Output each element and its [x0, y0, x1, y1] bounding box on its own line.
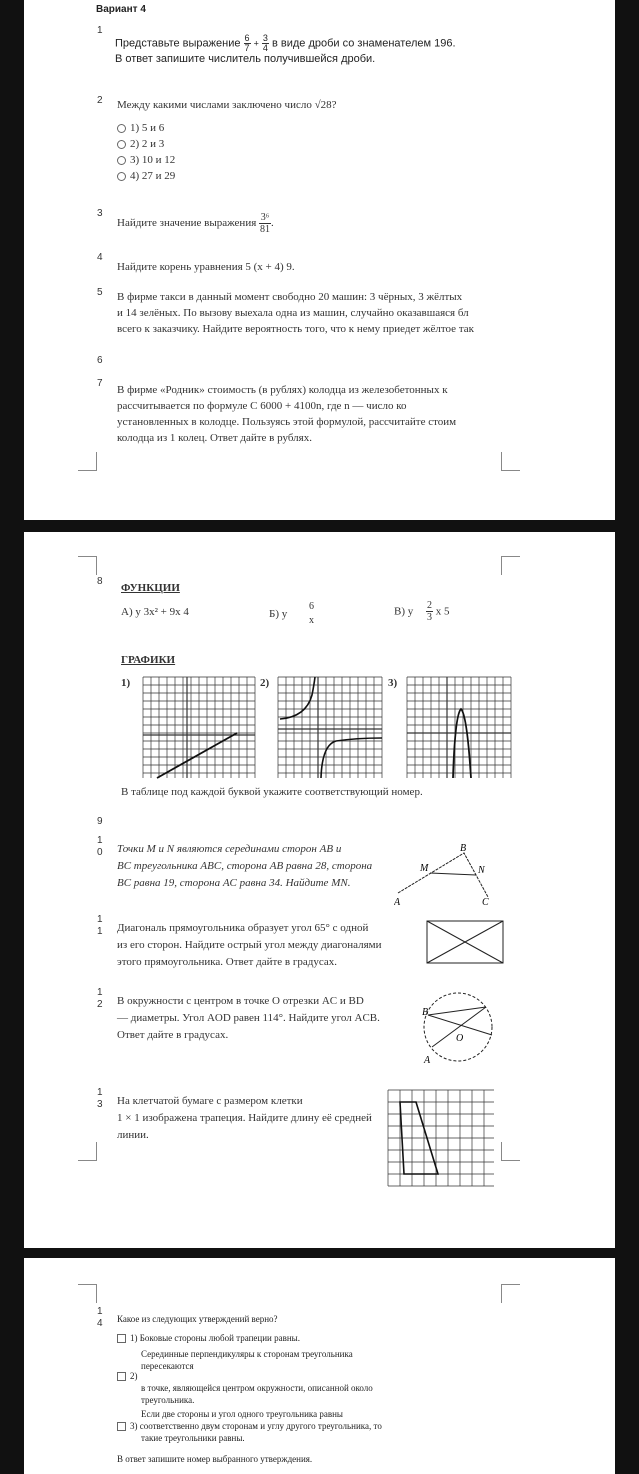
q1-fraction-2: $\frac{3}{4}$ — [262, 33, 268, 53]
q2-number: 2 — [97, 95, 103, 106]
margin-corner — [501, 556, 520, 575]
q14-option-3-line-3: такие треугольники равны. — [141, 1433, 245, 1443]
label-m: M — [420, 863, 429, 874]
graph-label-3: 3) — [388, 677, 398, 689]
graph-2 — [276, 675, 384, 780]
q14-option-3[interactable]: 3) соответственно двум сторонам и углу другого треугольника, то — [117, 1421, 382, 1431]
label-b: B — [460, 843, 467, 854]
q2-option-4[interactable]: 4) 27 и 29 — [117, 170, 175, 182]
q11-line-1: Диагональ прямоугольника образует угол 65° с одной — [117, 922, 369, 934]
margin-corner — [501, 452, 520, 471]
q7-line-2: рассчитывается по формуле C 6000 + 4100n, где n — число ко — [117, 400, 407, 412]
circle-figure — [422, 989, 498, 1071]
q2-option-1[interactable]: 1) 5 и 6 — [117, 122, 164, 134]
function-a: А) y 3x² + 9x 4 — [121, 606, 189, 618]
page-2 — [24, 532, 615, 1248]
q3-number: 3 — [97, 208, 103, 219]
q1-line2: В ответ запишите числитель получившейся дроби. — [115, 53, 376, 65]
function-c: В) y $\frac{2}{3}$ x 5 — [394, 600, 450, 623]
q12-line-2: — диаметры. Угол AOD равен 114°. Найдите угол ACB. — [117, 1012, 380, 1024]
margin-corner — [78, 1142, 97, 1161]
graph-1 — [141, 675, 257, 780]
checkbox-icon[interactable] — [117, 1372, 126, 1381]
q14-number: 1 4 — [97, 1306, 103, 1329]
q1-number: 1 — [97, 25, 103, 36]
q1-text: Представьте выражение $\frac{6}{7}$ + $\frac{3}{4}$ в виде дроби со знаменателем 196. — [115, 33, 456, 53]
margin-corner — [78, 556, 97, 575]
q11-line-3: этого прямоугольника. Ответ дайте в градусах. — [117, 956, 337, 968]
q11-line-2: из его сторон. Найдите острый угол между диагоналями — [117, 939, 382, 951]
rectangle-figure — [426, 920, 506, 966]
label-n: N — [478, 865, 485, 876]
q13-line-3: линии. — [117, 1129, 149, 1141]
q13-line-2: 1 × 1 изображена трапеция. Найдите длину её средней — [117, 1112, 372, 1124]
label-o: O — [456, 1033, 464, 1044]
q2-option-2[interactable]: 2) 2 и 3 — [117, 138, 164, 150]
q11-number: 1 1 — [97, 914, 103, 937]
margin-corner — [501, 1284, 520, 1303]
margin-corner — [501, 1142, 520, 1161]
q14-option-2-line-4: треугольника. — [141, 1395, 195, 1405]
q7-number: 7 — [97, 378, 103, 389]
q10-line-3: BC равна 19, сторона AC равна 34. Найдите MN. — [117, 877, 351, 889]
q12-number: 1 2 — [97, 987, 103, 1010]
variant-title: Вариант 4 — [96, 4, 146, 15]
q12-line-1: В окружности с центром в точке O отрезки AC и BD — [117, 995, 364, 1007]
radio-icon[interactable] — [117, 172, 126, 181]
q1-fraction-1: $\frac{6}{7}$ — [244, 33, 250, 53]
page-1 — [24, 0, 615, 520]
label-a: A — [394, 897, 401, 907]
q5-line-2: и 14 зелёных. По вызову выехала одна из машин, случайно оказавшаяся бл — [117, 307, 469, 319]
q14-footer: В ответ запишите номер выбранного утверждения. — [117, 1454, 313, 1464]
margin-corner — [78, 1284, 97, 1303]
page-3 — [24, 1258, 615, 1474]
radio-icon[interactable] — [117, 156, 126, 165]
q4-text: Найдите корень уравнения 5 (x + 4) 9. — [117, 261, 295, 273]
q6-number: 6 — [97, 355, 103, 366]
q3-fraction: $\frac{\text{3⁶}}{81}$ — [260, 212, 271, 235]
radio-icon[interactable] — [117, 124, 126, 133]
margin-corner — [78, 452, 97, 471]
q14-option-2-line-2: пересекаются — [141, 1361, 194, 1371]
q12-line-3: Ответ дайте в градусах. — [117, 1029, 229, 1041]
q10-number: 1 0 — [97, 835, 103, 858]
q7-line-4: колодца из 1 колец. Ответ дайте в рублях. — [117, 432, 312, 444]
graphs-title: ГРАФИКИ — [121, 654, 176, 666]
q4-number: 4 — [97, 252, 103, 263]
q5-line-1: В фирме такси в данный момент свободно 20 машин: 3 чёрных, 3 жёлтых — [117, 291, 463, 303]
q14-option-1[interactable]: 1) Боковые стороны любой трапеции равны. — [117, 1333, 300, 1343]
q7-line-3: установленных в колодце. Пользуясь этой формулой, рассчитайте стоим — [117, 416, 457, 428]
graph-3 — [405, 675, 513, 780]
q2-text: Между какими числами заключено число √28? — [117, 99, 337, 111]
q13-number: 1 3 — [97, 1087, 103, 1110]
q14-option-2-line-1: Серединные перпендикуляры к сторонам треугольника — [141, 1349, 353, 1359]
q8-instruction: В таблице под каждой буквой укажите соответствующий номер. — [121, 786, 423, 798]
q9-number: 9 — [97, 816, 103, 827]
q8-number: 8 — [97, 576, 103, 587]
q14-option-2[interactable]: 2) — [117, 1371, 138, 1381]
function-b: Б) y 6 x — [269, 601, 314, 626]
q14-option-2-line-3: в точке, являющейся центром окружности, описанной около — [141, 1383, 373, 1393]
functions-title: ФУНКЦИИ — [121, 582, 180, 594]
label-b: B — [422, 1007, 429, 1018]
q2-option-3[interactable]: 3) 10 и 12 — [117, 154, 175, 166]
checkbox-icon[interactable] — [117, 1422, 126, 1431]
label-a: A — [424, 1055, 431, 1066]
triangle-figure — [394, 837, 504, 907]
q5-number: 5 — [97, 287, 103, 298]
q7-line-1: В фирме «Родник» стоимость (в рублях) колодца из железобетонных к — [117, 384, 448, 396]
q14-option-3-line-1: Если две стороны и угол одного треугольника равны — [141, 1409, 343, 1419]
q5-line-3: всего к заказчику. Найдите вероятность того, что к нему приедет жёлтое так — [117, 323, 474, 335]
q3-text: Найдите значение выражения $\frac{\text{3⁶}}{81}$ . — [117, 212, 274, 235]
q10-line-1: Точки M и N являются серединами сторон AB и — [117, 843, 342, 855]
graph-label-1: 1) — [121, 677, 131, 689]
q13-line-1: На клетчатой бумаге с размером клетки — [117, 1095, 303, 1107]
q14-question: Какое из следующих утверждений верно? — [117, 1314, 278, 1324]
radio-icon[interactable] — [117, 140, 126, 149]
q10-line-2: BC треугольника ABC, сторона AB равна 28, сторона — [117, 860, 373, 872]
checkbox-icon[interactable] — [117, 1334, 126, 1343]
trapezoid-grid — [386, 1088, 496, 1188]
graph-label-2: 2) — [260, 677, 270, 689]
label-c: C — [482, 897, 489, 907]
